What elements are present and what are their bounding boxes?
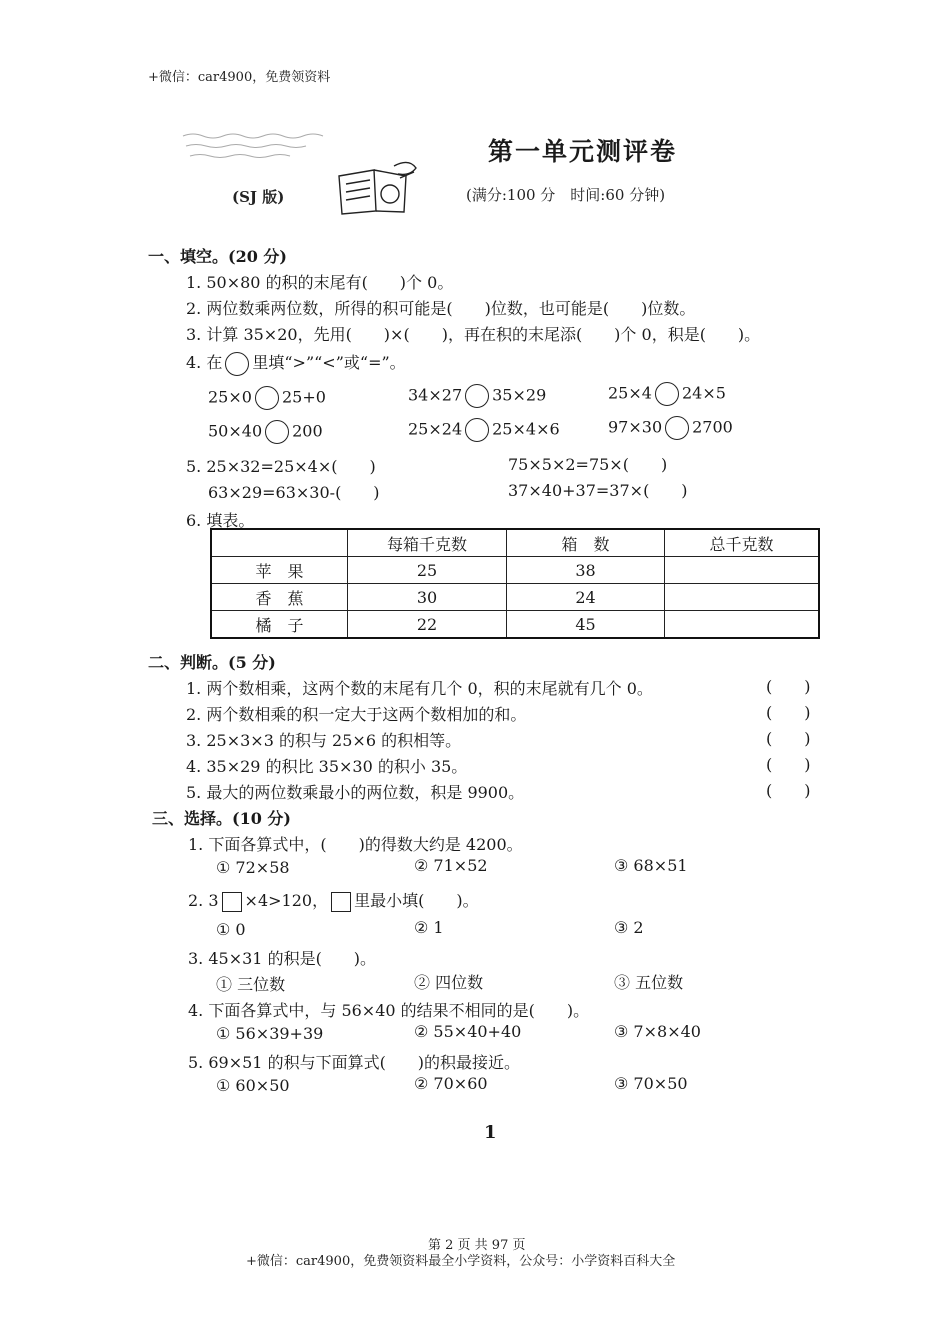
answer-circle[interactable]: [665, 416, 689, 440]
s3-question-3: 3. 45×31 的积是( )。: [188, 949, 377, 968]
section-1-heading: 一、填空。(20 分): [148, 247, 287, 266]
table-cell: 橘 子: [211, 611, 348, 639]
answer-circle[interactable]: [655, 382, 679, 406]
q4-suffix: 里填“>”“<”或“=”。: [252, 353, 406, 372]
page-title: 第一单元测评卷: [488, 137, 678, 166]
s3-question-2: 2. 3 ×4>120， 里最小填( )。: [188, 891, 479, 910]
table-row: [211, 611, 819, 639]
s1-question-6: 6. 填表。: [186, 511, 255, 530]
table-cell: 45: [507, 611, 665, 639]
s1-question-5d: 37×40+37=37×( ): [508, 481, 688, 500]
compare-item: 25×0 25+0: [208, 386, 326, 410]
s2-item-4: 4. 35×29 的积比 35×30 的积小 35。: [186, 757, 468, 776]
answer-circle[interactable]: [465, 384, 489, 408]
judge-answer-paren[interactable]: ( ): [766, 729, 811, 748]
s1-question-3: 3. 计算 35×20，先用( )×( )，再在积的末尾添( )个 0，积是( )。: [186, 325, 761, 344]
s1-question-2: 2. 两位数乘两位数，所得的积可能是( )位数，也可能是( )位数。: [186, 299, 696, 318]
s2-item-1: 1. 两个数相乘，这两个数的末尾有几个 0，积的末尾就有几个 0。: [186, 679, 653, 698]
compare-item: 25×24 25×4×6: [408, 418, 560, 442]
table-header-cell: 箱 数: [507, 529, 665, 557]
section-3-heading: 三、选择。(10 分): [152, 809, 291, 828]
option[interactable]: ② 70×60: [414, 1074, 488, 1093]
judge-answer-paren[interactable]: ( ): [766, 677, 811, 696]
s1-question-5b: 75×5×2=75×( ): [508, 455, 668, 474]
table-cell: 苹 果: [211, 557, 348, 584]
s2-item-2: 2. 两个数相乘的积一定大于这两个数相加的和。: [186, 705, 527, 724]
s2-item-3: 3. 25×3×3 的积与 25×6 的积相等。: [186, 731, 462, 750]
table-header-cell: 每箱千克数: [348, 529, 507, 557]
blank-square[interactable]: [331, 892, 351, 912]
option[interactable]: ① 72×58: [216, 858, 290, 877]
option[interactable]: ③ 70×50: [614, 1074, 688, 1093]
judge-answer-paren[interactable]: ( ): [766, 781, 811, 800]
table-cell: 30: [348, 584, 507, 611]
option[interactable]: ① 三位数: [216, 975, 286, 994]
table-cell: 25: [348, 557, 507, 584]
option[interactable]: ③ 五位数: [614, 973, 684, 992]
s3-question-4: 4. 下面各算式中，与 56×40 的结果不相同的是( )。: [188, 1001, 590, 1020]
compare-item: 34×27 35×29: [408, 384, 546, 408]
option[interactable]: ② 55×40+40: [414, 1022, 522, 1041]
compare-item: 97×30 2700: [608, 416, 733, 440]
table-answer-cell[interactable]: [665, 584, 820, 611]
table-cell: 38: [507, 557, 665, 584]
s2-item-5: 5. 最大的两位数乘最小的两位数，积是 9900。: [186, 783, 525, 802]
section-2-heading: 二、判断。(5 分): [148, 653, 276, 672]
s1-question-4: [186, 350, 406, 376]
compare-item: 25×4 24×5: [608, 382, 726, 406]
s1-question-5c: 63×29=63×30-( ): [208, 483, 380, 502]
table-header-cell: 总千克数: [665, 529, 820, 557]
table-row: [211, 584, 819, 611]
table-answer-cell[interactable]: [665, 611, 820, 639]
judge-answer-paren[interactable]: ( ): [766, 703, 811, 722]
option[interactable]: ② 1: [414, 918, 444, 937]
option[interactable]: ③ 2: [614, 918, 644, 937]
table-answer-cell[interactable]: [665, 557, 820, 584]
table-row: [211, 557, 819, 584]
table-header-cell: [211, 529, 348, 557]
fill-table: [210, 528, 820, 639]
q4-prefix: 4. 在: [186, 353, 223, 372]
top-watermark: +微信：car4900，免费领资料: [148, 70, 331, 85]
option[interactable]: ① 60×50: [216, 1076, 290, 1095]
edition-label: (SJ 版): [232, 188, 285, 206]
option[interactable]: ③ 7×8×40: [614, 1022, 701, 1041]
footer-watermark: +微信：car4900，免费领资料最全小学资料，公众号：小学资料百科大全: [246, 1254, 676, 1269]
table-cell: 22: [348, 611, 507, 639]
judge-answer-paren[interactable]: ( ): [766, 755, 811, 774]
blank-circle: [225, 352, 249, 376]
option[interactable]: ③ 68×51: [614, 856, 688, 875]
answer-circle[interactable]: [465, 418, 489, 442]
footer-page-info: 第 2 页 共 97 页: [428, 1238, 526, 1253]
s1-question-5a: 5. 25×32=25×4×( ): [186, 457, 376, 476]
option[interactable]: ② 四位数: [414, 973, 484, 992]
option[interactable]: ① 0: [216, 920, 246, 939]
score-time-info: (满分:100 分 时间:60 分钟): [466, 186, 666, 204]
table-header-row: [211, 529, 819, 557]
answer-circle[interactable]: [255, 386, 279, 410]
table-cell: 24: [507, 584, 665, 611]
page-number: 1: [484, 1122, 497, 1143]
decorative-scribble-graphic: [178, 128, 338, 168]
s3-question-5: 5. 69×51 的积与下面算式( )的积最接近。: [188, 1053, 521, 1072]
book-icon: [334, 156, 424, 216]
s3-question-1: 1. 下面各算式中，( )的得数大约是 4200。: [188, 835, 523, 854]
option[interactable]: ① 56×39+39: [216, 1024, 324, 1043]
answer-circle[interactable]: [265, 420, 289, 444]
option[interactable]: ② 71×52: [414, 856, 488, 875]
s1-question-1: 1. 50×80 的积的末尾有( )个 0。: [186, 273, 454, 292]
compare-item: 50×40 200: [208, 420, 323, 444]
table-cell: 香 蕉: [211, 584, 348, 611]
blank-square[interactable]: [222, 892, 242, 912]
